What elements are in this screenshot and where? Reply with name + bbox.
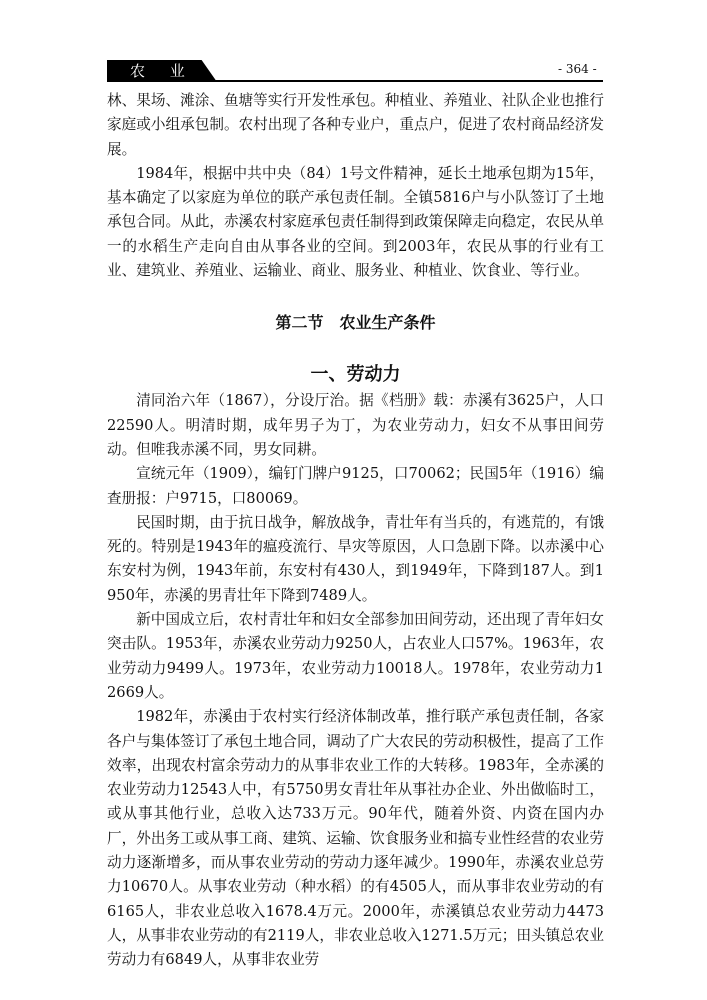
subsection-title: 一、劳动力 <box>310 364 401 386</box>
page-body <box>107 89 604 973</box>
header-rule <box>107 80 603 82</box>
paragraph-7: 1982年，赤溪由于农村实行经济体制改革，推行联产承包责任制，各家各户与集体签订了承包土地合同，调动了广大农民的劳动积极性，提高了工作效率，出现农村富余劳动力的从事非农业工作的大转移。1983年，全赤溪的农业劳动力12543人中，有5750男女青壮年从事社办企业、外出做临时工，或从事其他行业，总收入达733万元。90年代，随着外资、内资在国内办厂，外出务工或从事工商、建筑、运输、饮食服务业和搞专业性经营的农业劳动力逐渐增多，而从事农业劳动的劳动力逐年减少。1990年，赤溪农业总劳力10670人。从事农业劳动（种水稻）的有4505人，而从事非农业劳动的有6165人，非农业总收入1678.4万元。2000年，赤溪镇总农业劳动力4473人，从事非农业劳动的有2119人，非农业总收入1271.5万元；田头镇总农业劳动力有6849人，从事非农业劳 <box>107 708 604 969</box>
paragraph-4: 宣统元年（1909），编钉门牌户9125，口70062；民国5年（1916）编查册报：户9715，口80069。 <box>107 465 604 507</box>
paragraph-6: 新中国成立后，农村青壮年和妇女全部参加田间劳动，还出现了青年妇女突击队。1953年，赤溪农业劳动力9250人，占农业人口57%。1963年，农业劳动力9499人。1973年，农业劳动力10018人。1978年，农业劳动力12669人。 <box>107 611 604 701</box>
page-number: - 364 - <box>558 62 597 76</box>
paragraph-2: 1984年，根据中共中央（84）1号文件精神，延长土地承包期为15年，基本确定了以家庭为单位的联产承包责任制。全镇5816户与小队签订了土地承包合同。从此，赤溪农村家庭承包责任制得到政策保障走向稳定，农民从单一的水稻生产走向自由从事各业的空间。到2003年，农民从事的行业有工业、建筑业、养殖业、运输业、商业、服务业、种植业、饮食业、等行业。 <box>107 164 604 280</box>
chapter-label: 农 业 <box>130 62 195 80</box>
paragraph-3: 清同治六年（1867），分设厅治。据《档册》载：赤溪有3625户，人口22590人。明清时期，成年男子为丁，为农业劳动力，妇女不从事田间劳动。但唯我赤溪不同，男女同耕。 <box>107 392 604 458</box>
paragraph-1: 林、果场、滩涂、鱼塘等实行开发性承包。种植业、养殖业、社队企业也推行家庭或小组承包制。农村出现了各种专业户，重点户，促进了农村商品经济发展。 <box>107 92 604 158</box>
section-title: 第二节 农业生产条件 <box>275 313 436 333</box>
paragraph-5: 民国时期，由于抗日战争，解放战争，青壮年有当兵的，有逃荒的，有饿死的。特别是1943年的瘟疫流行、旱灾等原因，人口急剧下降。以赤溪中心东安村为例，1943年前，东安村有430人，到1949年，下降到187人。到1950年，赤溪的男青壮年下降到7489人。 <box>107 513 604 604</box>
